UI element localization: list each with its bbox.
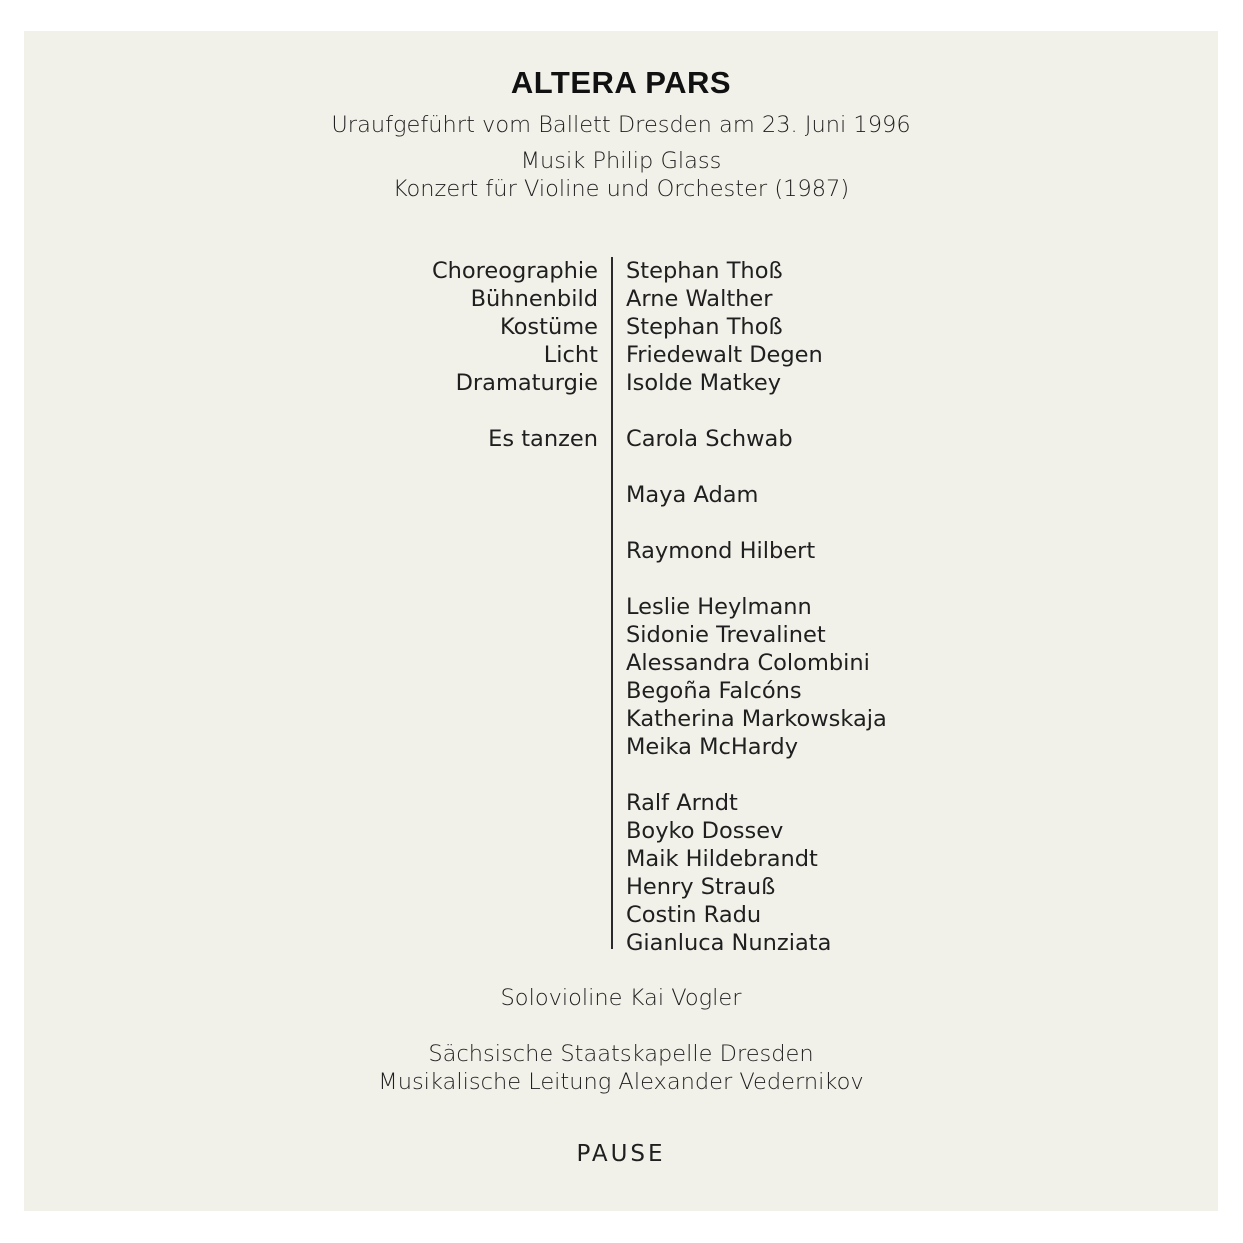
- role-label: Kostüme: [500, 314, 598, 340]
- orchestra-line: Sächsische Staatskapelle Dresden: [428, 1041, 814, 1067]
- dancer-name: Boyko Dossev: [626, 818, 784, 844]
- dancer-name: Maik Hildebrandt: [626, 846, 818, 872]
- pause-label: PAUSE: [576, 1141, 666, 1167]
- dancer-name: Sidonie Trevalinet: [626, 622, 826, 648]
- dancer-name: Alessandra Colombini: [626, 650, 870, 676]
- dancer-name: Costin Radu: [626, 902, 762, 928]
- role-label: Bühnenbild: [470, 286, 598, 312]
- dancer-name: Gianluca Nunziata: [626, 930, 832, 956]
- names-column: [626, 257, 887, 957]
- program-title: ALTERA PARS: [510, 65, 732, 100]
- dancer-name: Raymond Hilbert: [626, 538, 816, 564]
- credit-name: Isolde Matkey: [626, 370, 782, 396]
- dancer-name: Katherina Markowskaja: [626, 706, 887, 732]
- credit-name: Stephan Thoß: [626, 314, 783, 340]
- music-line: Musik Philip Glass: [520, 148, 722, 174]
- conductor-line: Musikalische Leitung Alexander Vedernikov: [378, 1069, 864, 1095]
- roles-column: [432, 257, 598, 453]
- credit-name: Arne Walther: [626, 286, 773, 312]
- premiere-line: Uraufgeführt vom Ballett Dresden am 23. Juni 1996: [331, 112, 911, 138]
- dancer-name: Maya Adam: [626, 482, 759, 508]
- role-label: Dramaturgie: [455, 370, 598, 396]
- role-label: Choreographie: [431, 258, 598, 284]
- role-label: Licht: [543, 342, 598, 368]
- column-divider: [611, 257, 613, 949]
- dancer-name: Ralf Arndt: [626, 790, 738, 816]
- dancer-name: Henry Strauß: [626, 874, 776, 900]
- dancer-name: Carola Schwab: [626, 426, 793, 452]
- concert-line: Konzert für Violine und Orchester (1987): [392, 176, 850, 202]
- credit-name: Stephan Thoß: [626, 258, 783, 284]
- solo-violin-line: Solovioline Kai Vogler: [500, 985, 742, 1011]
- program-page: [24, 31, 1218, 1211]
- dancers-label: Es tanzen: [488, 426, 598, 452]
- dancer-name: Begoña Falcóns: [626, 678, 802, 704]
- dancer-name: Meika McHardy: [626, 734, 799, 760]
- credit-name: Friedewalt Degen: [626, 342, 823, 368]
- dancer-name: Leslie Heylmann: [626, 594, 812, 620]
